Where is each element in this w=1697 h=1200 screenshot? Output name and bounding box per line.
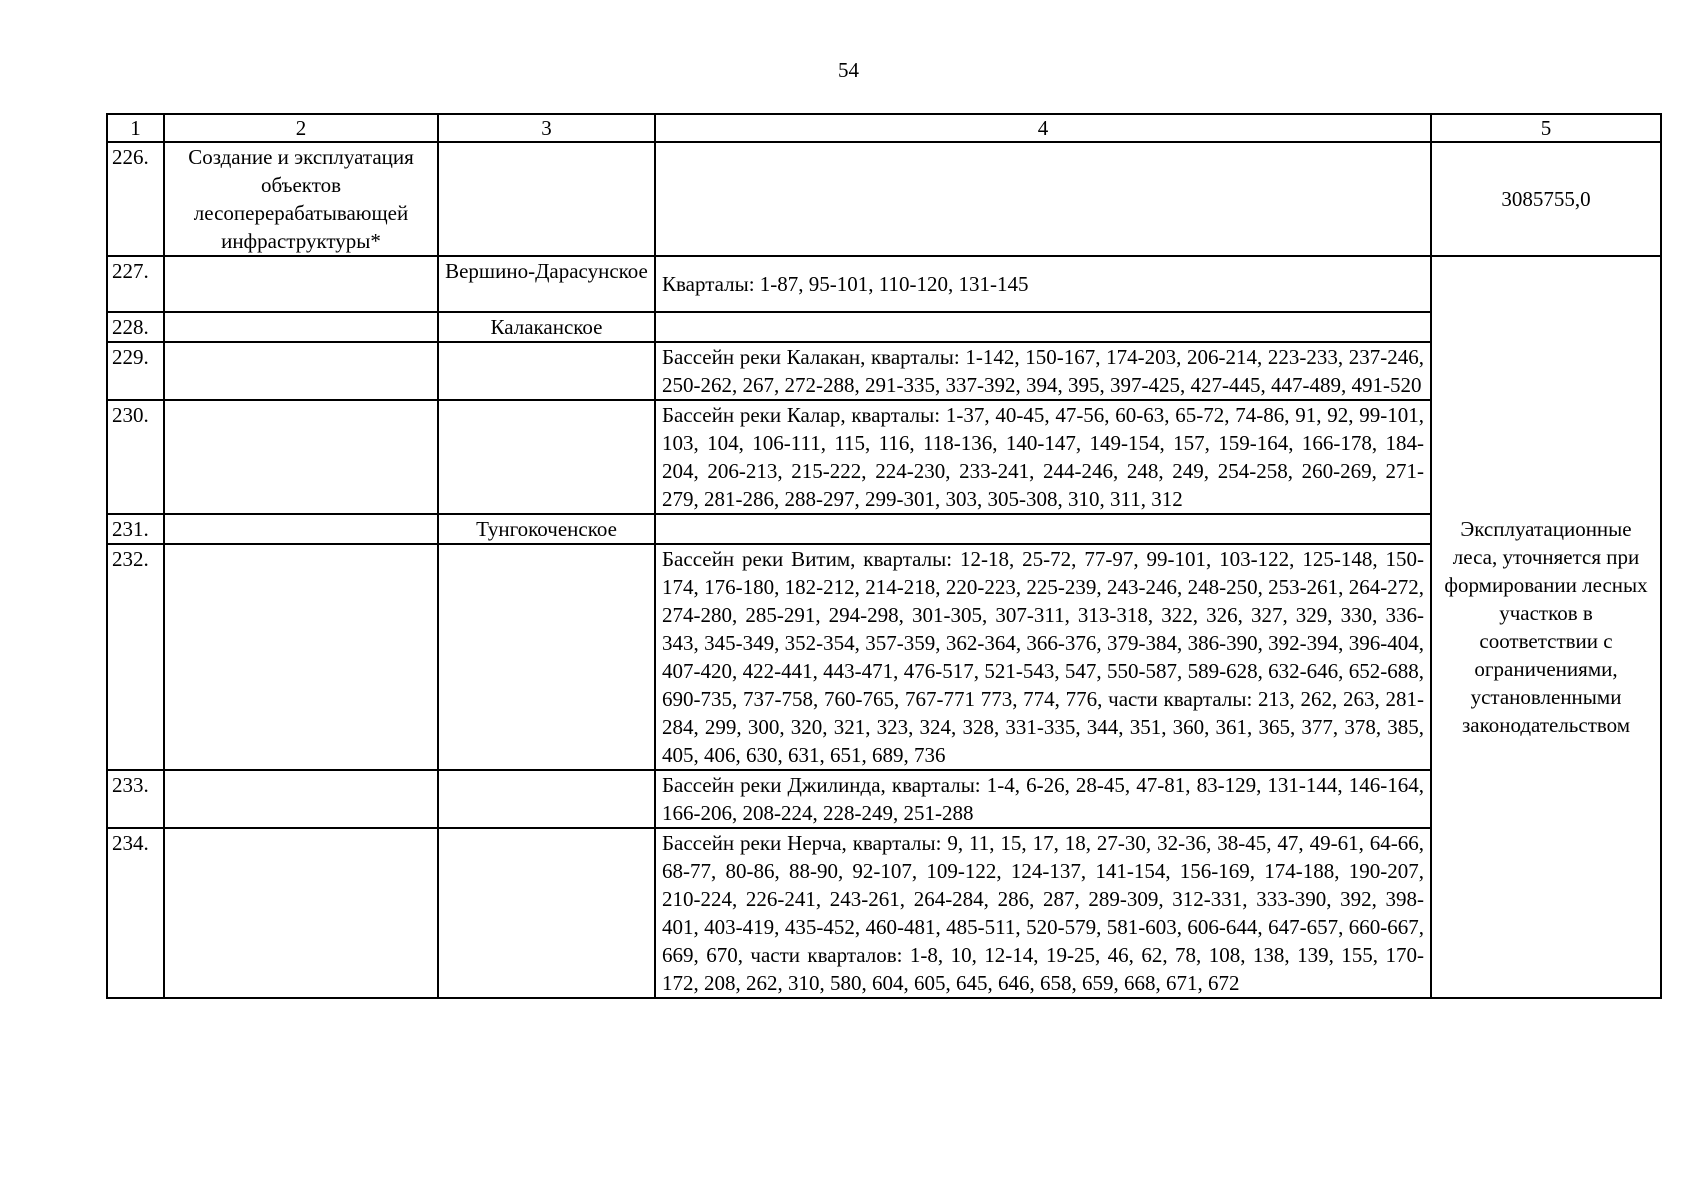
forestry-cell <box>438 770 655 828</box>
quarters-cell <box>655 514 1431 544</box>
header-col-4: 4 <box>655 114 1431 142</box>
purpose-cell <box>164 544 438 770</box>
forestry-cell <box>438 544 655 770</box>
header-col-5: 5 <box>1431 114 1661 142</box>
quarters-cell: Бассейн реки Калар, кварталы: 1-37, 40-45, 47-56, 60-63, 65-72, 74-86, 91, 92, 99-101, 103, 104, 106-111, 115, 116, 118-136, 140-147, 149-154, 157, 159-164, 166-178, 184-204, 206-213, 215-222, 224-230, 233-241, 244-246, 248, 249, 254-258, 260-269, 271-279, 281-286, 288-297, 299-301, 303, 305-308, 310, 311, 312 <box>655 400 1431 514</box>
row-number: 233. <box>107 770 164 828</box>
forestry-cell <box>438 828 655 998</box>
table-row <box>107 342 1661 400</box>
purpose-cell <box>164 342 438 400</box>
quarters-cell <box>655 312 1431 342</box>
table-row <box>107 770 1661 828</box>
row-number: 232. <box>107 544 164 770</box>
area-cell: 3085755,0 <box>1431 142 1661 256</box>
quarters-cell: Бассейн реки Нерча, кварталы: 9, 11, 15, 17, 18, 27-30, 32-36, 38-45, 47, 49-61, 64-66, 68-77, 80-86, 88-90, 92-107, 109-122, 124-137, 141-154, 156-169, 174-188, 190-207, 210-224, 226-241, 243-261, 264-284, 286, 287, 289-309, 312-331, 333-390, 392, 398-401, 403-419, 435-452, 460-481, 485-511, 520-579, 581-603, 606-644, 647-657, 660-667, 669, 670, части кварталов: 1-8, 10, 12-14, 19-25, 46, 62, 78, 108, 138, 139, 155, 170-172, 208, 262, 310, 580, 604, 605, 645, 646, 658, 659, 668, 671, 672 <box>655 828 1431 998</box>
table-row <box>107 514 1661 544</box>
purpose-cell: Создание и эксплуатация объектов лесоперерабатывающей инфраструктуры* <box>164 142 438 256</box>
forestry-cell <box>438 142 655 256</box>
forest-category-cell: Эксплуатационные леса, уточняется при формировании лесных участков в соответствии с ограничениями, установленными законодательством <box>1431 256 1661 998</box>
table-header-row <box>107 114 1661 142</box>
forestry-cell <box>438 400 655 514</box>
row-number: 230. <box>107 400 164 514</box>
row-number: 227. <box>107 256 164 312</box>
quarters-cell <box>655 142 1431 256</box>
table-row <box>107 544 1661 770</box>
header-col-2: 2 <box>164 114 438 142</box>
table-row <box>107 400 1661 514</box>
purpose-cell <box>164 256 438 312</box>
forestry-cell: Тунгокоченское <box>438 514 655 544</box>
table-row <box>107 828 1661 998</box>
quarters-cell: Бассейн реки Джилинда, кварталы: 1-4, 6-26, 28-45, 47-81, 83-129, 131-144, 146-164, 166-206, 208-224, 228-249, 251-288 <box>655 770 1431 828</box>
table-row <box>107 142 1661 256</box>
header-col-1: 1 <box>107 114 164 142</box>
purpose-cell <box>164 828 438 998</box>
purpose-cell <box>164 770 438 828</box>
row-number: 226. <box>107 142 164 256</box>
table-row <box>107 256 1661 312</box>
row-number: 228. <box>107 312 164 342</box>
row-number: 231. <box>107 514 164 544</box>
page-number: 54 <box>838 58 859 82</box>
row-number: 234. <box>107 828 164 998</box>
forestry-cell <box>438 342 655 400</box>
table-row <box>107 312 1661 342</box>
forest-quarters-table <box>106 113 1662 999</box>
quarters-cell: Кварталы: 1-87, 95-101, 110-120, 131-145 <box>655 256 1431 312</box>
purpose-cell <box>164 312 438 342</box>
purpose-cell <box>164 400 438 514</box>
header-col-3: 3 <box>438 114 655 142</box>
quarters-cell: Бассейн реки Витим, кварталы: 12-18, 25-72, 77-97, 99-101, 103-122, 125-148, 150-174, 176-180, 182-212, 214-218, 220-223, 225-239, 243-246, 248-250, 253-261, 264-272, 274-280, 285-291, 294-298, 301-305, 307-311, 313-318, 322, 326, 327, 329, 330, 336-343, 345-349, 352-354, 357-359, 362-364, 366-376, 379-384, 386-390, 392-394, 396-404, 407-420, 422-441, 443-471, 476-517, 521-543, 547, 550-587, 589-628, 632-646, 652-688, 690-735, 737-758, 760-765, 767-771 773, 774, 776, части кварталы: 213, 262, 263, 281-284, 299, 300, 320, 321, 323, 324, 328, 331-335, 344, 351, 360, 361, 365, 377, 378, 385, 405, 406, 630, 631, 651, 689, 736 <box>655 544 1431 770</box>
forestry-cell: Вершино-Дарасунское <box>438 256 655 312</box>
row-number: 229. <box>107 342 164 400</box>
quarters-cell: Бассейн реки Калакан, кварталы: 1-142, 150-167, 174-203, 206-214, 223-233, 237-246, 250-262, 267, 272-288, 291-335, 337-392, 394, 395, 397-425, 427-445, 447-489, 491-520 <box>655 342 1431 400</box>
purpose-cell <box>164 514 438 544</box>
forestry-cell: Калаканское <box>438 312 655 342</box>
